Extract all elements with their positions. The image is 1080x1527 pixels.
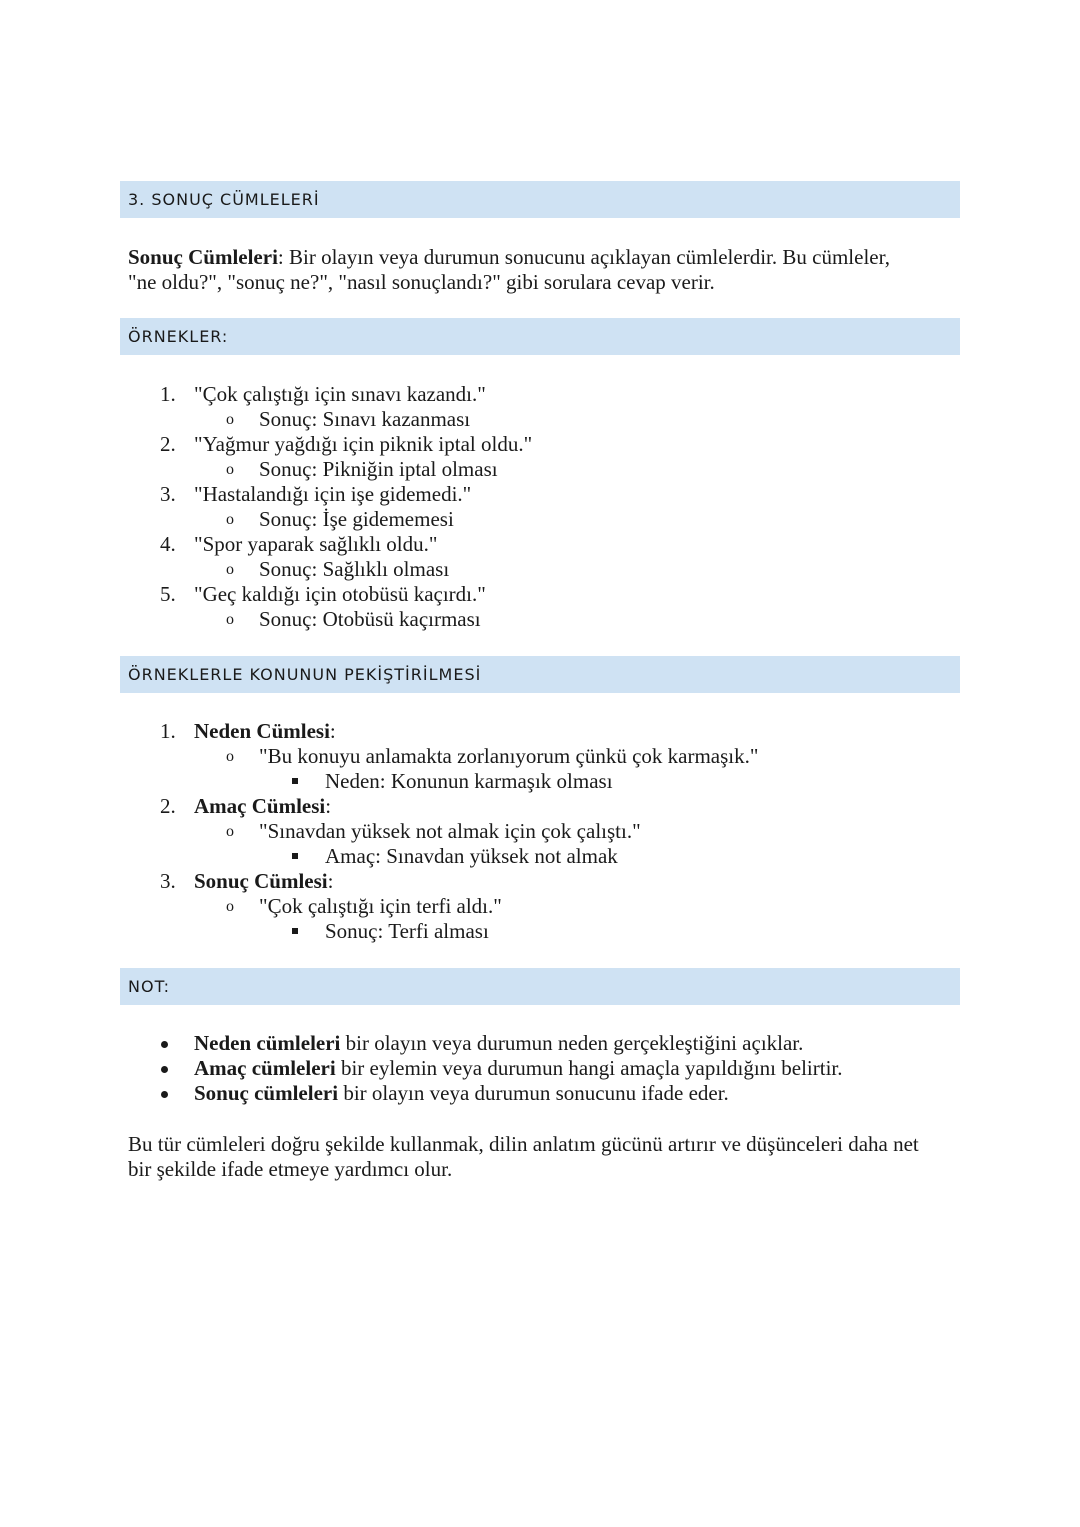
section-heading-pekistirme: ÖRNEKLERLE KONUNUN PEKİŞTİRİLMESİ	[120, 656, 960, 693]
note-text	[194, 1031, 803, 1056]
circle-bullet-icon: o	[226, 461, 234, 478]
item-number: 4.	[160, 532, 176, 556]
conclusion-text-2: bir şekilde ifade etmeye yardımcı olur.	[128, 1157, 453, 1181]
item-number: 3.	[160, 869, 176, 893]
example-sentence: "Yağmur yağdığı için piknik iptal oldu."	[194, 432, 533, 456]
sentence-type-title: Amaç Cümlesi	[194, 794, 326, 818]
note-rest: bir olayın veya durumun neden gerçekleştiğini açıklar.	[340, 1031, 804, 1055]
example-result: Sonuç: Sağlıklı olması	[259, 557, 450, 581]
note-text	[194, 1081, 729, 1106]
definition-text-1: : Bir olayın veya durumun sonucunu açıklayan cümlelerdir. Bu cümleler,	[277, 245, 890, 269]
sentence-type	[194, 719, 336, 744]
sentence-type-colon: :	[327, 869, 334, 893]
item-number: 2.	[160, 432, 176, 456]
circle-bullet-icon: o	[226, 748, 234, 765]
circle-bullet-icon: o	[226, 823, 234, 840]
note-text	[194, 1056, 842, 1081]
sample-quote: "Sınavdan yüksek not almak için çok çalıştı."	[259, 819, 641, 843]
sentence-type-colon: :	[329, 719, 336, 743]
circle-bullet-icon: o	[226, 611, 234, 628]
sentence-type	[194, 869, 333, 894]
square-bullet-icon	[292, 853, 298, 859]
example-sentence: "Hastalandığı için işe gidemedi."	[194, 482, 472, 506]
note-term: Neden cümleleri	[194, 1031, 341, 1055]
sentence-type-title: Sonuç Cümlesi	[194, 869, 328, 893]
sentence-type-title: Neden Cümlesi	[194, 719, 330, 743]
example-result: Sonuç: Pikniğin iptal olması	[259, 457, 498, 481]
item-number: 1.	[160, 382, 176, 406]
conclusion-text-1: Bu tür cümleleri doğru şekilde kullanmak, dilin anlatım gücünü artırır ve düşünceleri daha net	[128, 1132, 919, 1156]
sentence-type	[194, 794, 331, 819]
example-sentence: "Spor yaparak sağlıklı oldu."	[194, 532, 438, 556]
definition-term: Sonuç Cümleleri	[128, 245, 278, 269]
note-term: Amaç cümleleri	[194, 1056, 336, 1080]
example-result: Sonuç: Sınavı kazanması	[259, 407, 471, 431]
section-heading-not: NOT:	[120, 968, 960, 1005]
item-number: 1.	[160, 719, 176, 743]
sample-quote: "Bu konuyu anlamakta zorlanıyorum çünkü çok karmaşık."	[259, 744, 759, 768]
section-heading-sonuc-cumleleri: 3. SONUÇ CÜMLELERİ	[120, 181, 960, 218]
definition-paragraph	[128, 245, 958, 295]
item-number: 3.	[160, 482, 176, 506]
section-heading-ornekler: ÖRNEKLER:	[120, 318, 960, 355]
square-bullet-icon	[292, 928, 298, 934]
sample-detail: Amaç: Sınavdan yüksek not almak	[325, 844, 618, 868]
item-number: 2.	[160, 794, 176, 818]
note-rest: bir olayın veya durumun sonucunu ifade eder.	[338, 1081, 729, 1105]
conclusion-paragraph	[128, 1132, 958, 1182]
bullet-icon	[161, 1066, 168, 1073]
example-sentence: "Çok çalıştığı için sınavı kazandı."	[194, 382, 486, 406]
sample-detail: Sonuç: Terfi alması	[325, 919, 489, 943]
circle-bullet-icon: o	[226, 411, 234, 428]
circle-bullet-icon: o	[226, 561, 234, 578]
bullet-icon	[161, 1041, 168, 1048]
square-bullet-icon	[292, 778, 298, 784]
note-rest: bir eylemin veya durumun hangi amaçla yapıldığını belirtir.	[335, 1056, 843, 1080]
sample-quote: "Çok çalıştığı için terfi aldı."	[259, 894, 502, 918]
circle-bullet-icon: o	[226, 511, 234, 528]
example-result: Sonuç: Otobüsü kaçırması	[259, 607, 481, 631]
circle-bullet-icon: o	[226, 898, 234, 915]
example-sentence: "Geç kaldığı için otobüsü kaçırdı."	[194, 582, 486, 606]
note-term: Sonuç cümleleri	[194, 1081, 339, 1105]
sample-detail: Neden: Konunun karmaşık olması	[325, 769, 613, 793]
bullet-icon	[161, 1091, 168, 1098]
item-number: 5.	[160, 582, 176, 606]
sentence-type-colon: :	[325, 794, 332, 818]
example-result: Sonuç: İşe gidememesi	[259, 507, 454, 531]
definition-text-2: "ne oldu?", "sonuç ne?", "nasıl sonuçlandı?" gibi sorulara cevap verir.	[128, 270, 715, 294]
